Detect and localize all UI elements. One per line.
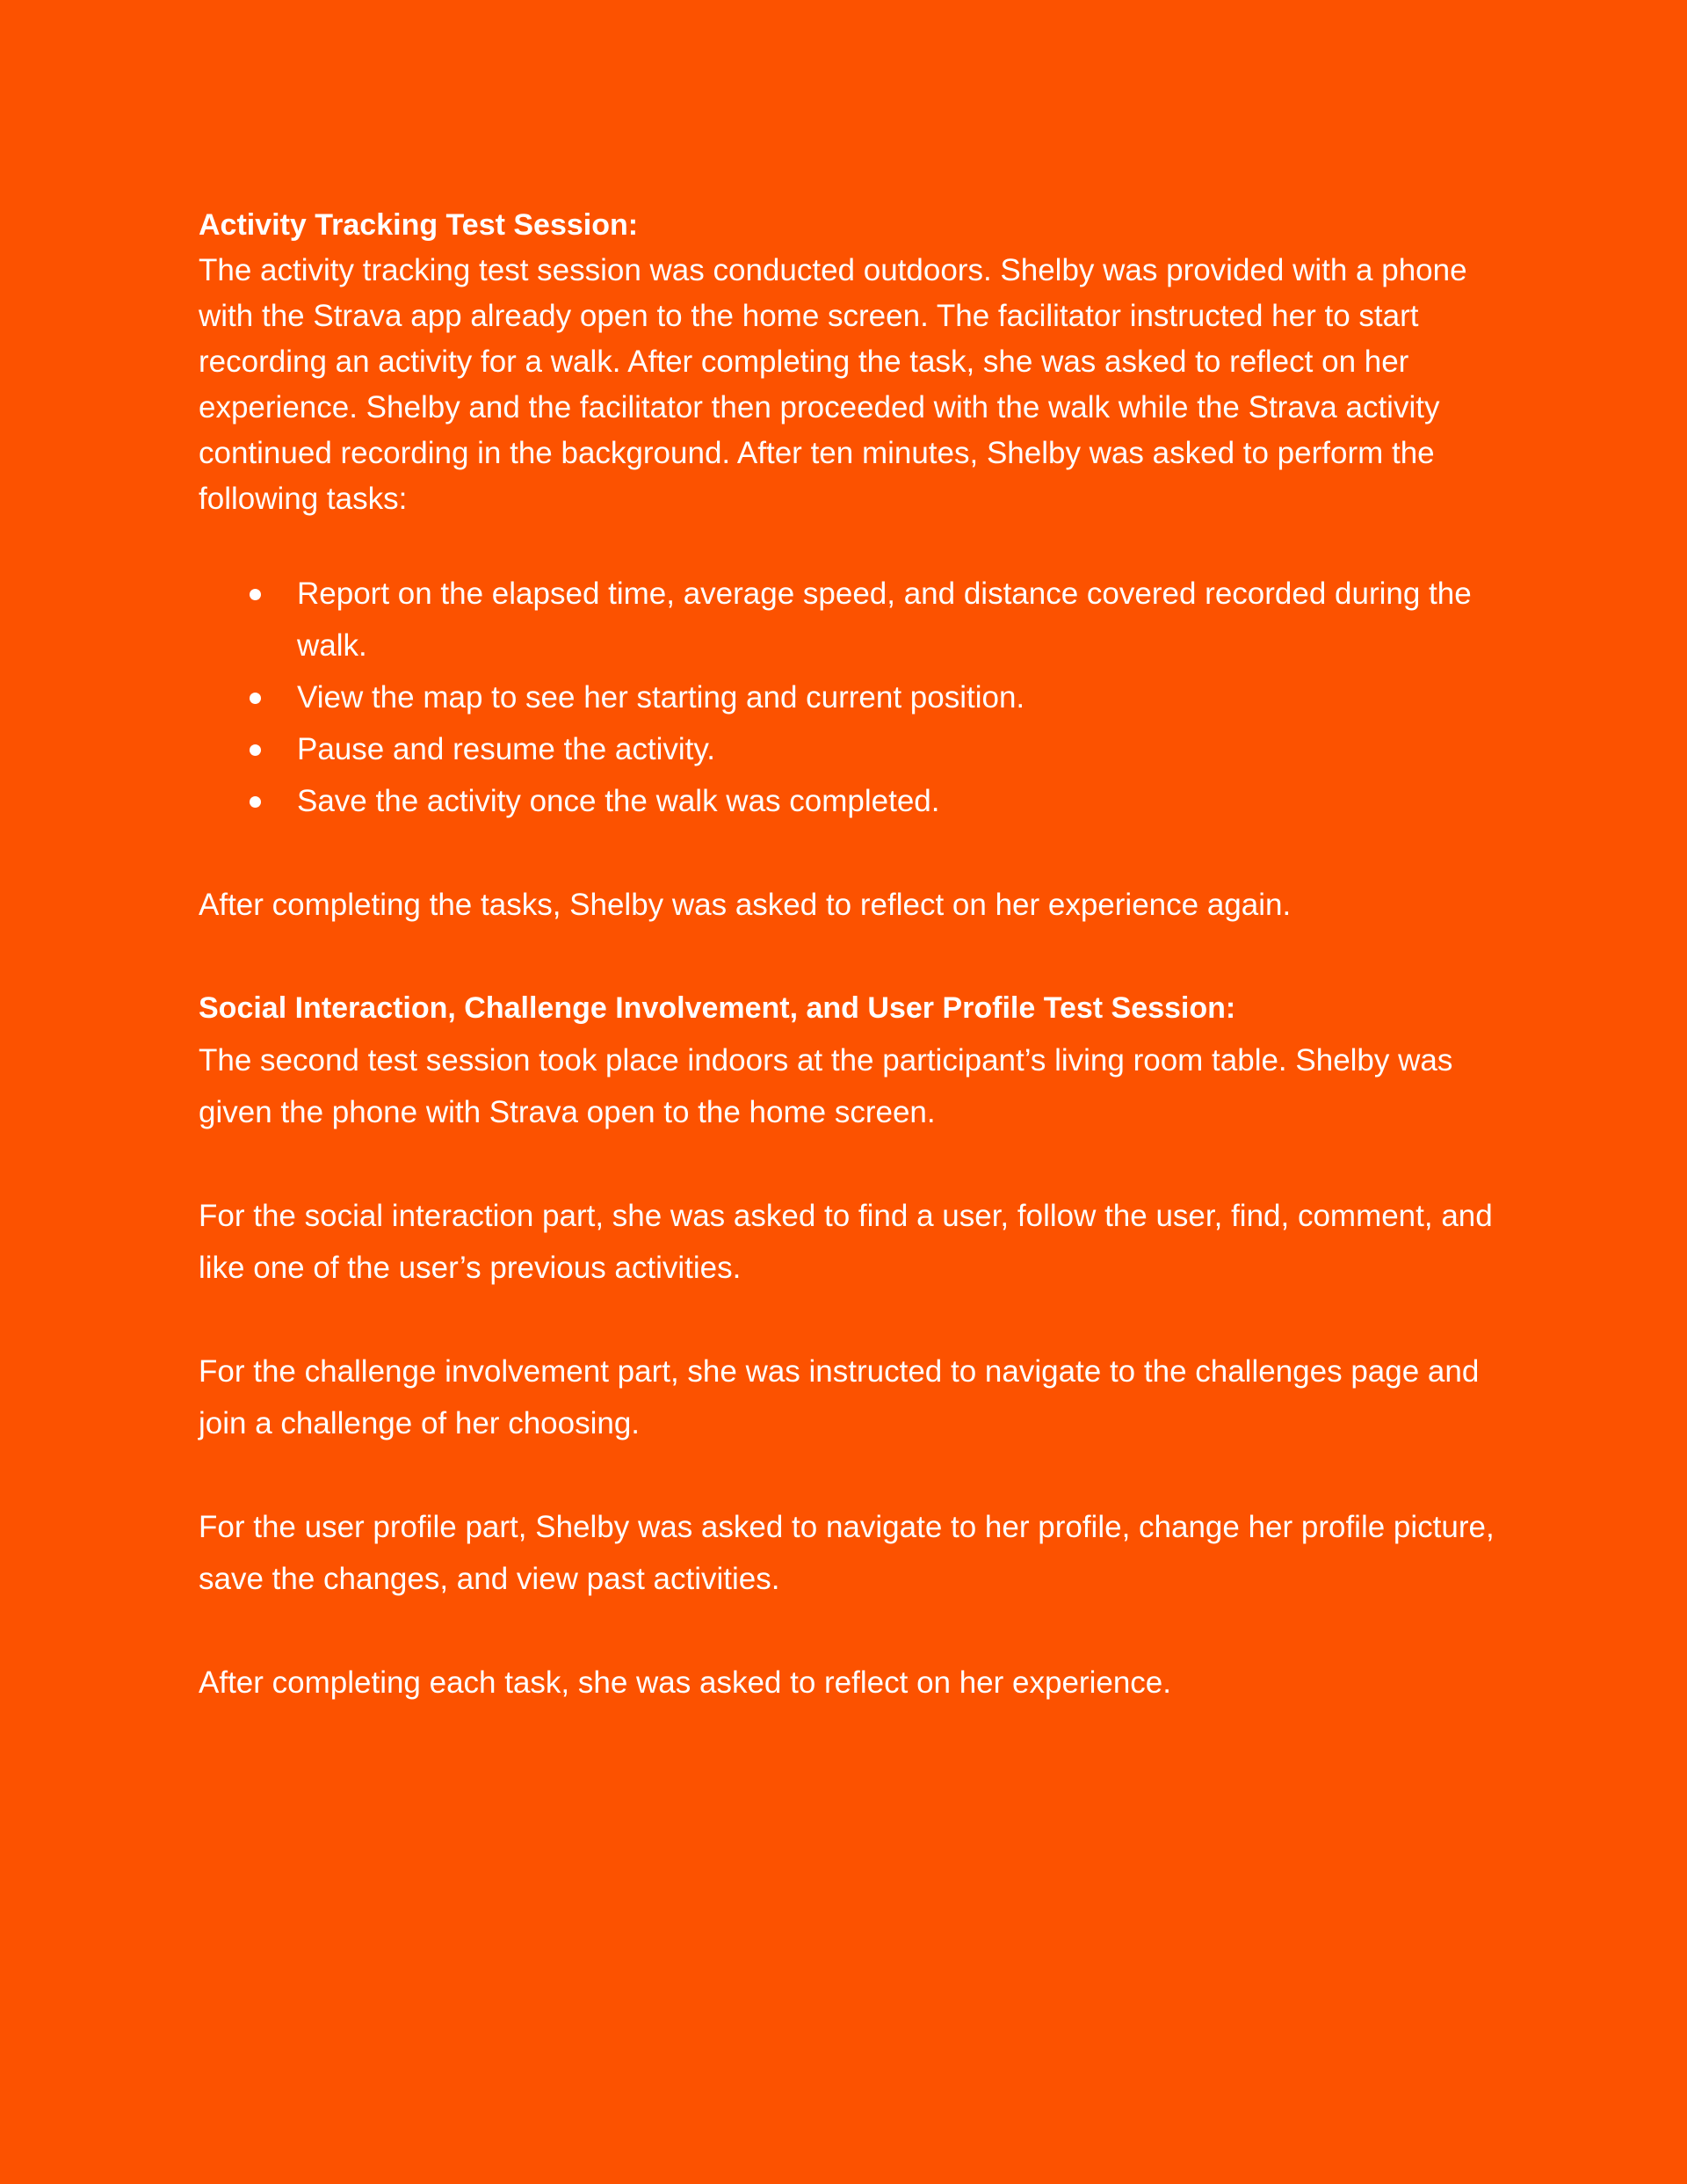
task-list — [199, 568, 1499, 827]
list-item-text: Pause and resume the activity. — [297, 732, 715, 766]
list-item — [199, 671, 1499, 723]
bullet-icon — [250, 693, 261, 704]
user-profile-paragraph: For the user profile part, Shelby was asked to navigate to her profile, change her profile picture, save the changes, and view past activities. — [199, 1510, 1495, 1596]
section-intro-paragraph: The activity tracking test session was conducted outdoors. Shelby was provided with a phone with the Strava app already open to the home screen. The facilitator instructed her to start recording an activity for a walk. After completing the task, she was asked to reflect on her experience. Shelby and the facilitator then proceeded with the walk while the Strava activity continued recording in the background. After ten minutes, Shelby was asked to perform the following tasks: — [199, 253, 1467, 516]
list-item — [199, 568, 1499, 671]
bullet-icon — [250, 589, 261, 600]
list-item-text: Report on the elapsed time, average speed, and distance covered recorded during the walk. — [297, 577, 1472, 663]
list-item-text: View the map to see her starting and current position. — [297, 680, 1025, 715]
section-social-challenge-profile — [199, 983, 1499, 1709]
challenge-involvement-paragraph: For the challenge involvement part, she was instructed to navigate to the challenges page and join a challenge of her choosing. — [199, 1354, 1480, 1440]
social-interaction-paragraph: For the social interaction part, she was asked to find a user, follow the user, find, comment, and like one of the user’s previous activities. — [199, 1199, 1493, 1285]
section-heading: Social Interaction, Challenge Involvement, and User Profile Test Session: — [199, 991, 1236, 1025]
section-heading: Activity Tracking Test Session: — [199, 208, 639, 242]
document-body — [199, 202, 1499, 1709]
section-intro-paragraph: The second test session took place indoors at the participant’s living room table. Shelby was given the phone with Strava open to the home screen. — [199, 1043, 1453, 1129]
list-item — [199, 723, 1499, 775]
section-outro-paragraph: After completing the tasks, Shelby was asked to reflect on her experience again. — [199, 888, 1292, 922]
section-outro-paragraph: After completing each task, she was asked to reflect on her experience. — [199, 1665, 1171, 1700]
bullet-icon — [250, 744, 261, 756]
list-item-text: Save the activity once the walk was completed. — [297, 784, 940, 818]
section-activity-tracking — [199, 202, 1499, 931]
list-item — [199, 775, 1499, 827]
bullet-icon — [250, 796, 261, 808]
